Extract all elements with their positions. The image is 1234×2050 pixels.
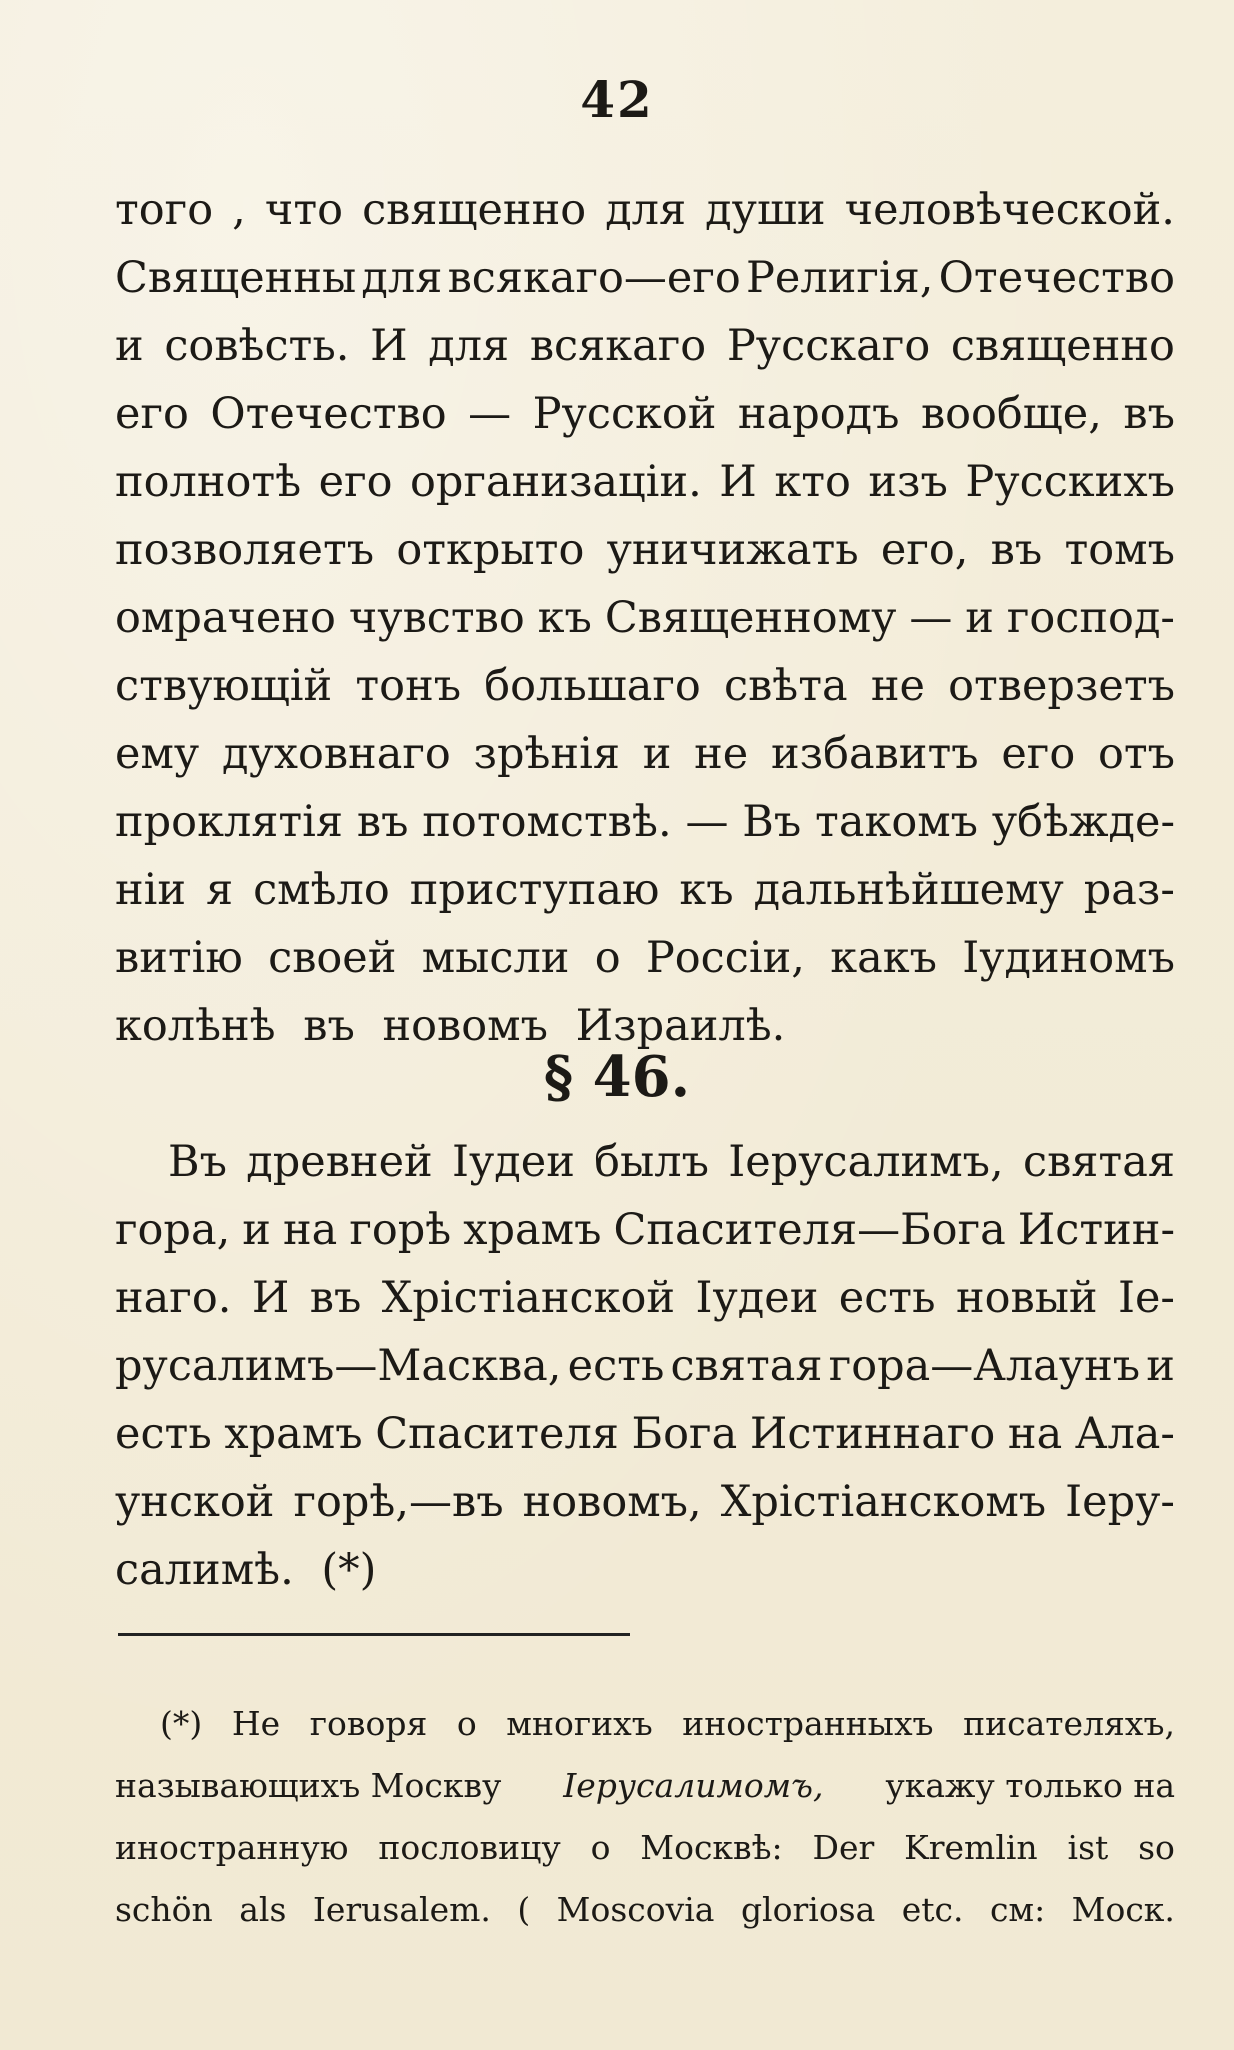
word: не [870,661,925,711]
word: Ierusalem. [312,1890,491,1929]
word: совѣсть. [164,321,350,371]
word: Моск. [1071,1890,1175,1929]
word: тонъ [355,661,462,711]
word: убѣжде- [991,797,1175,847]
word: и [115,321,144,371]
word: новомъ, [522,1477,702,1527]
word: Спасителя—Бога [613,1205,1006,1255]
word: всякаго [529,321,707,371]
word: о [456,1704,477,1743]
word: — [468,389,512,439]
word: Ала- [1074,1409,1175,1459]
word: большаго [484,661,701,711]
word: новый [955,1273,1098,1323]
word: я [206,865,234,915]
word: храмъ [463,1205,602,1255]
footnote-divider [118,1633,630,1636]
word: витію [115,933,243,983]
word: , [232,185,246,235]
word: проклятія [115,797,344,847]
word: и [242,1205,271,1255]
word: гора—Алаунъ [828,1341,1141,1391]
word: Іерусалимъ, [728,1137,1004,1187]
word: Іудеи [695,1273,819,1323]
word: отъ [1097,729,1175,779]
word: Священны [115,253,357,303]
word: отверзетъ [948,661,1175,711]
word: русалимъ—Масква, [115,1341,562,1391]
word: gloriosa [740,1890,876,1929]
word: и [1146,1341,1175,1391]
word: Истин- [1017,1205,1175,1255]
text-line [115,244,1175,312]
word: дальнѣйшему [753,865,1064,915]
word: всякаго—его [447,253,741,303]
word: Священному [604,593,897,643]
word: на [1007,1409,1063,1459]
word: своей [268,933,397,983]
word: Отечество [210,389,447,439]
word: мысли [421,933,570,983]
word: Религія, [746,253,934,303]
text-line [115,584,1175,652]
text-line: колѣнѣ въ новомъ Израилѣ. [115,1001,786,1051]
word: Русской [532,389,717,439]
word: раз- [1083,865,1175,915]
text-line [115,788,1175,856]
word: — [909,593,953,643]
word: не [694,729,749,779]
word: приступаю [409,865,660,915]
word: Россіи, [645,933,805,983]
word: открыто [396,525,585,575]
page-number: 42 [580,70,654,129]
word: Спасителя [375,1409,619,1459]
word: многихъ [506,1704,653,1743]
text-line [115,1196,1175,1264]
section-heading: § 46. [543,1044,691,1110]
word: иностранныхъ [682,1704,934,1743]
word: унской [115,1477,275,1527]
text-line [115,516,1175,584]
word: былъ [594,1137,709,1187]
word: народъ [737,389,900,439]
word: Москвѣ: [640,1828,783,1867]
word: духовнаго [221,729,451,779]
word: въ [990,525,1043,575]
text-line [115,720,1175,788]
word: полнотѣ [115,457,302,507]
word: на [282,1205,338,1255]
word: избавитъ [770,729,979,779]
word: человѣческой. [844,185,1175,235]
text-line [115,1400,1175,1468]
word: свѣта [723,661,848,711]
word: И [370,321,408,371]
word: Бога [631,1409,738,1459]
word: томъ [1064,525,1175,575]
word: иностранную [115,1828,349,1867]
word: Не [231,1704,281,1743]
word: кто [774,457,851,507]
word: его [115,389,189,439]
text-line: салимѣ. (*) [115,1545,377,1595]
word: святая [670,1341,823,1391]
word: ему [115,729,200,779]
text-line [115,1468,1175,1536]
word: смѣло [253,865,390,915]
word: чувство [348,593,525,643]
word: Отечество [938,253,1175,303]
word: священно [950,321,1175,371]
word: есть [115,1409,212,1459]
text-line [115,380,1175,448]
word: ніи [115,865,187,915]
word: Истиннаго [749,1409,996,1459]
word: позволяетъ [115,525,375,575]
word: горѣ [349,1205,452,1255]
word: его [1001,729,1076,779]
word: зрѣнія [473,729,620,779]
word: ствующій [115,661,333,711]
word: Въ [742,797,802,847]
word: etc. [901,1890,964,1929]
word: господ- [1006,593,1175,643]
word: Moscovia [556,1890,715,1929]
word: ( [517,1890,531,1929]
word: омрачено [115,593,336,643]
word: Хрістіанскомъ [720,1477,1047,1527]
word: Въ [168,1137,227,1187]
word: есть [567,1341,665,1391]
text-line [168,1128,1175,1196]
word: въ [1123,389,1175,439]
word: — [685,797,729,847]
word: храмъ [224,1409,363,1459]
word: священно [362,185,587,235]
word: къ [679,865,734,915]
text-line [115,448,1175,516]
word: такомъ [815,797,979,847]
word: древней [246,1137,433,1187]
word: als [239,1890,287,1929]
word: въ [309,1273,362,1323]
word: гора, [115,1205,231,1255]
text-line [115,924,1175,992]
text-line [115,312,1175,380]
word: Іеру- [1065,1477,1175,1527]
word: Kremlin [904,1828,1038,1867]
word: ist [1067,1828,1109,1867]
text-line [115,652,1175,720]
word: schön [115,1890,213,1929]
word: изъ [868,457,948,507]
footnote-line [160,1696,1175,1752]
word: говоря [309,1704,428,1743]
word: какъ [830,933,937,983]
word: писателяхъ, [963,1704,1175,1743]
word: къ [537,593,592,643]
text-line [115,1332,1175,1400]
text-line [115,1264,1175,1332]
word: И [251,1273,290,1323]
word: Русскаго [726,321,931,371]
footnote-italic-text: Іерусалимомъ, [563,1766,824,1805]
word: пословицу [378,1828,561,1867]
word: см: [989,1890,1046,1929]
word: его, [880,525,969,575]
word: и [965,593,994,643]
word: наго. [115,1273,232,1323]
text-line [115,176,1175,244]
text-line [115,856,1175,924]
word: Іудиномъ [962,933,1175,983]
word: его [318,457,393,507]
word: въ [356,797,409,847]
footnote-text: укажу только на [885,1766,1175,1805]
word: уничижать [606,525,859,575]
word: горѣ,—въ [293,1477,504,1527]
footnote-text: называющихъ Москву [115,1766,502,1805]
word: святая [1023,1137,1175,1187]
word: потомствѣ. [422,797,672,847]
word: И [719,457,757,507]
word: и [642,729,672,779]
word: so [1138,1828,1175,1867]
word: организаціи. [410,457,702,507]
word: для [428,321,510,371]
word: Хрістіанской [381,1273,676,1323]
word: (*) [160,1704,203,1743]
word: Іудеи [452,1137,575,1187]
word: есть [838,1273,936,1323]
word: того [115,185,214,235]
word: Der [812,1828,875,1867]
word: вообще, [920,389,1102,439]
word: о [590,1828,611,1867]
word: Русскихъ [965,457,1175,507]
word: что [264,185,343,235]
word: души [705,185,826,235]
footnote-line [115,1820,1175,1876]
word: Іе- [1118,1273,1175,1323]
word: для [361,253,443,303]
footnote-line [115,1882,1175,1938]
footnote-line [115,1758,1175,1814]
word: для [605,185,687,235]
word: о [594,933,621,983]
